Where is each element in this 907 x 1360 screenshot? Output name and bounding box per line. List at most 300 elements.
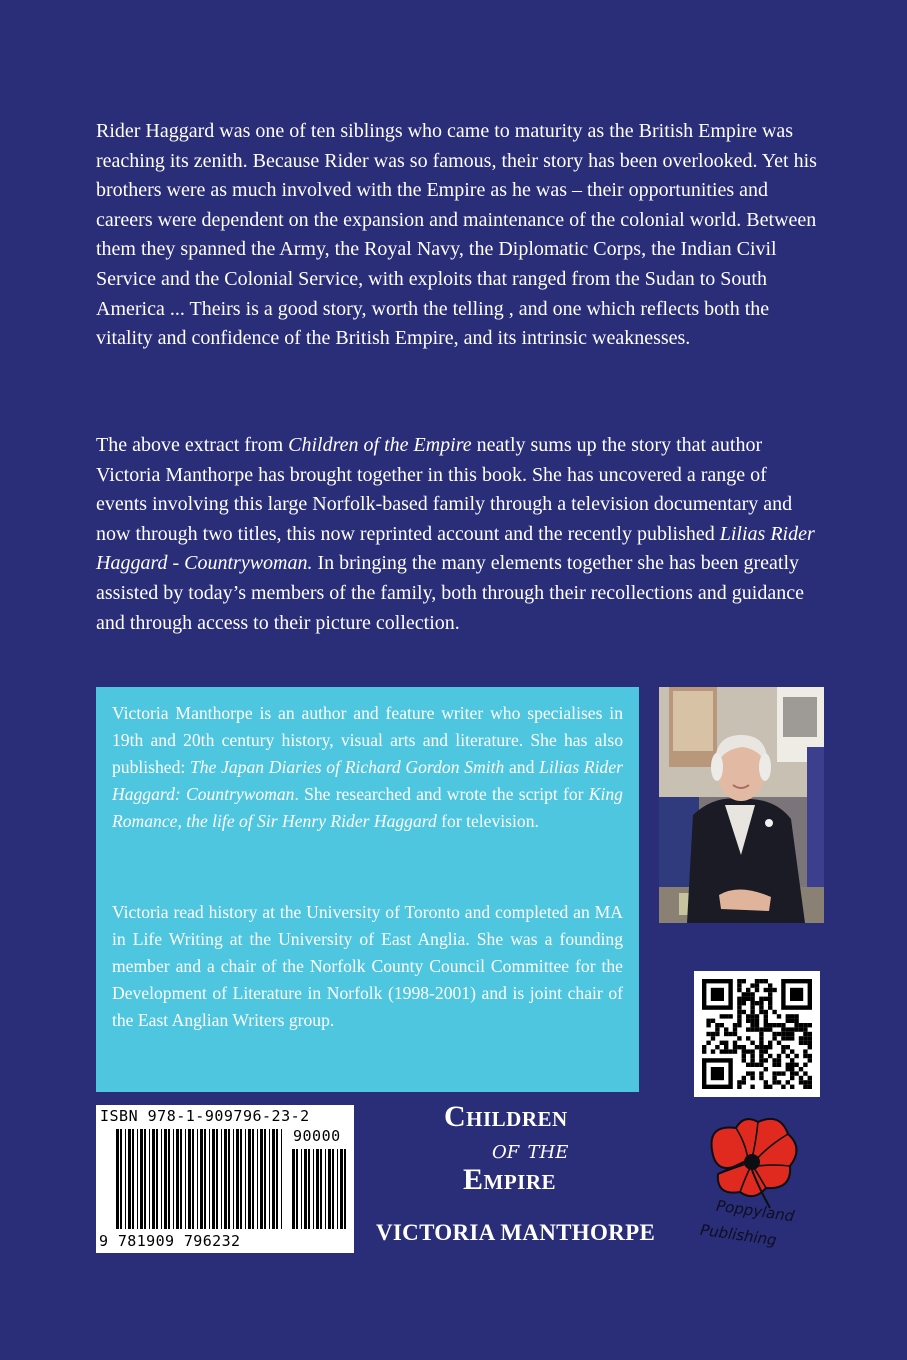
qr-module: [790, 1067, 794, 1071]
qr-module: [790, 1049, 794, 1053]
qr-module: [733, 1027, 737, 1031]
qr-module: [737, 1001, 741, 1005]
qr-module: [790, 1071, 794, 1075]
price-bars: [292, 1149, 350, 1231]
qr-module: [750, 1001, 754, 1005]
qr-module: [786, 1036, 790, 1040]
qr-module: [711, 1019, 715, 1023]
barcode-bar: [337, 1149, 338, 1229]
qr-module: [790, 1085, 794, 1089]
qr-module: [733, 1049, 737, 1053]
blurb-paragraph-1: Rider Haggard was one of ten siblings who came to maturity as the British Empire was reaching its zenith. Because Rider was so famous, their story has been overlooked. Yet his brothers were as much involved with the Empire as he was – their opportunities and careers were dependent on the expansion and maintenance of the colonial world. Between them they spanned the Army, the Royal Navy, the Diplomatic Corps, the Indian Civil Service and the Colonial Service, with exploits that ranged from the Sudan to South America ... Theirs is a good story, worth the telling , and one which reflects both the vitality and confidence of the British Empire, and its intrinsic weaknesses.: [96, 120, 817, 350]
qr-module: [759, 1010, 763, 1014]
qr-module: [772, 1063, 776, 1067]
qr-module: [799, 1076, 803, 1080]
isbn-barcode: [96, 1105, 354, 1253]
qr-module: [706, 1032, 710, 1036]
qr-module: [794, 1063, 798, 1067]
barcode-bar: [292, 1149, 295, 1229]
qr-module: [794, 1054, 798, 1058]
qr-module: [768, 997, 772, 1001]
qr-module: [777, 1058, 781, 1062]
barcode-bar: [212, 1129, 215, 1229]
qr-module: [772, 1071, 776, 1075]
qr-module: [777, 1032, 781, 1036]
qr-module: [750, 1085, 754, 1089]
qr-module: [724, 1027, 728, 1031]
qr-module: [777, 1041, 781, 1045]
barcode-bar: [176, 1129, 179, 1229]
author-bio-box: [96, 687, 639, 1092]
qr-finder: [790, 988, 803, 1001]
bio-b1-part-c: . She researched and wrote the script for: [294, 784, 589, 804]
barcode-bar: [313, 1149, 314, 1229]
qr-module: [764, 1027, 768, 1031]
qr-module: [759, 979, 763, 983]
barcode-bar: [137, 1129, 138, 1229]
qr-module: [755, 1027, 759, 1031]
book-title-line-1: Children: [444, 1100, 568, 1133]
qr-module: [737, 1010, 741, 1014]
qr-module: [777, 1014, 781, 1018]
qr-module: [724, 1045, 728, 1049]
qr-module: [808, 1041, 812, 1045]
qr-module: [777, 1063, 781, 1067]
barcode-bar: [128, 1129, 131, 1229]
barcode-bar: [260, 1129, 263, 1229]
qr-module: [720, 1041, 724, 1045]
qr-module: [803, 1049, 807, 1053]
qr-module: [737, 1019, 741, 1023]
qr-module: [746, 1027, 750, 1031]
qr-module: [759, 1058, 763, 1062]
qr-module: [764, 1085, 768, 1089]
qr-module: [803, 1080, 807, 1084]
qr-module: [733, 1023, 737, 1027]
qr-module: [755, 1063, 759, 1067]
qr-module: [759, 1027, 763, 1031]
qr-module: [768, 988, 772, 992]
qr-module: [764, 1010, 768, 1014]
barcode-bar: [245, 1129, 246, 1229]
qr-module: [746, 1071, 750, 1075]
barcode-bar: [161, 1129, 162, 1229]
qr-code: [694, 971, 820, 1097]
qr-module: [790, 1036, 794, 1040]
qr-module: [750, 1023, 754, 1027]
qr-module: [724, 1049, 728, 1053]
qr-module: [750, 1010, 754, 1014]
qr-module: [750, 997, 754, 1001]
qr-module: [786, 1054, 790, 1058]
qr-module: [772, 1036, 776, 1040]
qr-module: [764, 1080, 768, 1084]
qr-module: [768, 1027, 772, 1031]
barcode-bar: [296, 1149, 298, 1229]
qr-module: [808, 1032, 812, 1036]
barcode-bar: [180, 1129, 182, 1229]
poppy-icon: [696, 1110, 806, 1210]
blurb-p2-part-c: In bringing the many elements together she has been greatly assisted by today’s members of the family, both through their recollections and guidance and through access to their picture collection.: [96, 552, 804, 634]
qr-module: [768, 1005, 772, 1009]
author-name: VICTORIA MANTHORPE: [376, 1220, 656, 1245]
bio-paragraph-1: [112, 700, 623, 835]
barcode-bar: [308, 1149, 310, 1229]
bio-b1-part-b: and: [504, 757, 540, 777]
qr-module: [799, 1041, 803, 1045]
qr-module: [750, 1041, 754, 1045]
qr-module: [768, 983, 772, 987]
qr-module: [794, 1027, 798, 1031]
qr-module: [768, 1045, 772, 1049]
qr-module: [759, 1076, 763, 1080]
qr-module: [764, 1058, 768, 1062]
qr-module: [750, 992, 754, 996]
blurb-p2-second-title: Lilias Rider Haggard - Countrywoman.: [96, 522, 815, 575]
qr-module: [755, 1023, 759, 1027]
barcode-bar: [197, 1129, 198, 1229]
barcode-bar: [344, 1149, 346, 1229]
qr-module: [803, 1036, 807, 1040]
qr-module: [733, 1045, 737, 1049]
barcode-bar: [149, 1129, 150, 1229]
qr-module: [715, 1032, 719, 1036]
qr-module: [728, 1032, 732, 1036]
barcode-bar: [164, 1129, 167, 1229]
qr-module: [746, 1063, 750, 1067]
ean-digits: 9 781909 796232: [99, 1232, 241, 1250]
barcode-bar: [228, 1129, 230, 1229]
ean-bars: [116, 1129, 286, 1233]
qr-module: [724, 1014, 728, 1018]
barcode-bar: [144, 1129, 146, 1229]
qr-module: [799, 1027, 803, 1031]
barcode-bar: [257, 1129, 258, 1229]
qr-module: [772, 1058, 776, 1062]
qr-module: [737, 1045, 741, 1049]
qr-module: [772, 988, 776, 992]
qr-module: [794, 1071, 798, 1075]
qr-module: [733, 1041, 737, 1045]
qr-code-image: [694, 971, 820, 1097]
publisher-logo-line-1: Poppyland: [715, 1196, 796, 1226]
barcode-bar: [132, 1129, 134, 1229]
qr-module: [772, 1076, 776, 1080]
qr-module: [781, 1049, 785, 1053]
qr-module: [742, 1045, 746, 1049]
qr-module: [764, 1049, 768, 1053]
qr-module: [808, 1058, 812, 1062]
qr-module: [759, 1032, 763, 1036]
qr-module: [808, 1023, 812, 1027]
qr-module: [781, 1027, 785, 1031]
qr-module: [808, 1054, 812, 1058]
qr-module: [750, 1019, 754, 1023]
barcode-bar: [204, 1129, 206, 1229]
qr-module: [790, 1058, 794, 1062]
barcode-bar: [281, 1129, 282, 1229]
qr-module: [764, 1023, 768, 1027]
qr-module: [750, 1063, 754, 1067]
price-code-text: 90000: [293, 1127, 341, 1145]
qr-module: [764, 1019, 768, 1023]
qr-module: [746, 997, 750, 1001]
qr-module: [803, 1054, 807, 1058]
barcode-bar: [304, 1149, 307, 1229]
bio-title-lilias: Lilias Rider Haggard: Countrywoman: [112, 757, 623, 804]
qr-module: [786, 1014, 790, 1018]
qr-finder: [711, 1067, 724, 1080]
qr-module: [764, 1014, 768, 1018]
qr-module: [720, 1049, 724, 1053]
qr-module: [746, 1014, 750, 1018]
qr-module: [808, 1076, 812, 1080]
qr-module: [706, 1019, 710, 1023]
blurb-p2-book-title: Children of the Empire: [288, 434, 472, 456]
qr-module: [790, 1063, 794, 1067]
qr-module: [711, 1032, 715, 1036]
qr-module: [755, 1001, 759, 1005]
qr-module: [803, 1085, 807, 1089]
qr-module: [702, 1049, 706, 1053]
qr-finder: [711, 988, 724, 1001]
qr-module: [794, 1014, 798, 1018]
qr-module: [746, 1019, 750, 1023]
qr-module: [803, 1027, 807, 1031]
qr-module: [759, 1054, 763, 1058]
qr-module: [737, 997, 741, 1001]
qr-module: [742, 997, 746, 1001]
bio-b1-part-a: Victoria Manthorpe is an author and feature writer who specialises in 19th and 20th century history, visual arts and literature. She has also published:: [112, 703, 623, 777]
book-title-line-3: Empire: [463, 1163, 557, 1196]
qr-module: [759, 1045, 763, 1049]
qr-module: [724, 1041, 728, 1045]
qr-module: [759, 1036, 763, 1040]
qr-module: [781, 1023, 785, 1027]
barcode-bar: [120, 1129, 122, 1229]
qr-module: [746, 992, 750, 996]
qr-module: [750, 1049, 754, 1053]
qr-module: [803, 1023, 807, 1027]
qr-module: [706, 1023, 710, 1027]
barcode-bar: [173, 1129, 174, 1229]
blurb-paragraph-2: [96, 431, 820, 638]
qr-module: [737, 1023, 741, 1027]
qr-module: [755, 1019, 759, 1023]
qr-module: [746, 1036, 750, 1040]
qr-module: [803, 1032, 807, 1036]
barcode-bar: [125, 1129, 126, 1229]
qr-module: [737, 1036, 741, 1040]
qr-module: [742, 1080, 746, 1084]
qr-module: [803, 1063, 807, 1067]
qr-module: [764, 997, 768, 1001]
qr-module: [772, 1023, 776, 1027]
qr-module: [794, 1023, 798, 1027]
qr-module: [728, 1014, 732, 1018]
barcode-bar: [264, 1129, 266, 1229]
qr-module: [750, 1054, 754, 1058]
qr-module: [711, 1036, 715, 1040]
barcode-bar: [325, 1149, 326, 1229]
qr-module: [715, 1045, 719, 1049]
barcode-bar: [216, 1129, 218, 1229]
qr-module: [808, 1045, 812, 1049]
qr-module: [759, 1041, 763, 1045]
isbn-text: ISBN 978-1-909796-23-2: [100, 1107, 310, 1125]
barcode-bar: [185, 1129, 186, 1229]
qr-module: [808, 1080, 812, 1084]
qr-module: [764, 1045, 768, 1049]
qr-module: [764, 1067, 768, 1071]
qr-module: [808, 1036, 812, 1040]
qr-module: [781, 1036, 785, 1040]
qr-module: [759, 1049, 763, 1053]
qr-module: [728, 1049, 732, 1053]
qr-module: [799, 1080, 803, 1084]
qr-module: [750, 1027, 754, 1031]
barcode-bar: [140, 1129, 143, 1229]
author-photo-image: [659, 687, 824, 923]
barcode-bar: [332, 1149, 334, 1229]
qr-module: [781, 1085, 785, 1089]
qr-module: [768, 1023, 772, 1027]
qr-module: [781, 1045, 785, 1049]
qr-module: [786, 1019, 790, 1023]
barcode-bar: [188, 1129, 191, 1229]
qr-module: [799, 1036, 803, 1040]
qr-module: [786, 1032, 790, 1036]
qr-module: [755, 1014, 759, 1018]
qr-module: [742, 1054, 746, 1058]
qr-module: [772, 1010, 776, 1014]
qr-module: [737, 1005, 741, 1009]
qr-module: [768, 1054, 772, 1058]
qr-module: [715, 1027, 719, 1031]
qr-module: [720, 1023, 724, 1027]
barcode-bar: [301, 1149, 302, 1229]
barcode-bar: [152, 1129, 155, 1229]
qr-module: [794, 1019, 798, 1023]
barcode-bar: [240, 1129, 242, 1229]
barcode-bar: [156, 1129, 158, 1229]
qr-module: [737, 1080, 741, 1084]
qr-module: [711, 1049, 715, 1053]
publisher-logo-line-2: Publishing: [699, 1220, 778, 1250]
barcode-bar: [248, 1129, 251, 1229]
bio-title-king-romance: King Romance, the life of Sir Henry Rider Haggard: [112, 784, 623, 831]
qr-module: [768, 1041, 772, 1045]
qr-module: [755, 983, 759, 987]
qr-module: [803, 1041, 807, 1045]
qr-module: [786, 1080, 790, 1084]
qr-module: [772, 1032, 776, 1036]
qr-module: [742, 1001, 746, 1005]
bio-title-japan-diaries: The Japan Diaries of Richard Gordon Smith: [190, 757, 505, 777]
qr-module: [742, 979, 746, 983]
book-title-line-2: of the: [492, 1135, 569, 1165]
qr-module: [759, 997, 763, 1001]
qr-module: [790, 1032, 794, 1036]
qr-module: [750, 1005, 754, 1009]
barcode-bar: [340, 1149, 343, 1229]
blurb-p2-part-a: The above extract from: [96, 434, 289, 456]
qr-module: [777, 1071, 781, 1075]
barcode-bar: [209, 1129, 210, 1229]
qr-module: [790, 1027, 794, 1031]
barcode-bar: [192, 1129, 194, 1229]
qr-module: [764, 979, 768, 983]
barcode-bar: [320, 1149, 322, 1229]
qr-module: [750, 1076, 754, 1080]
qr-module: [720, 1014, 724, 1018]
qr-module: [750, 983, 754, 987]
qr-module: [755, 979, 759, 983]
barcode-bar: [236, 1129, 239, 1229]
qr-module: [808, 1085, 812, 1089]
qr-module: [737, 988, 741, 992]
qr-module: [746, 988, 750, 992]
qr-module: [777, 1054, 781, 1058]
barcode-bar: [200, 1129, 203, 1229]
qr-module: [790, 1076, 794, 1080]
qr-module: [759, 1005, 763, 1009]
qr-module: [786, 1067, 790, 1071]
qr-module: [706, 1041, 710, 1045]
qr-module: [737, 1085, 741, 1089]
qr-module: [737, 1014, 741, 1018]
qr-module: [790, 1014, 794, 1018]
qr-module: [737, 979, 741, 983]
qr-module: [742, 1076, 746, 1080]
barcode-bar: [269, 1129, 270, 1229]
qr-module: [777, 1023, 781, 1027]
bio-paragraph-2: Victoria read history at the University of Toronto and completed an MA in Life Writing at the University of East Anglia. She was a founding member and a chair of the Norfolk County Council Committee for the Development of Literature in Norfolk (1998-2001) and is joint chair of the East Anglian Writers group.: [112, 902, 623, 1030]
qr-module: [742, 1049, 746, 1053]
qr-module: [742, 1058, 746, 1062]
qr-module: [702, 1045, 706, 1049]
qr-module: [724, 1032, 728, 1036]
qr-module: [750, 1014, 754, 1018]
barcode-bar: [221, 1129, 222, 1229]
qr-module: [781, 1032, 785, 1036]
qr-module: [799, 1067, 803, 1071]
qr-module: [768, 992, 772, 996]
qr-module: [750, 1058, 754, 1062]
author-photo: [659, 687, 824, 923]
barcode-bar: [252, 1129, 254, 1229]
qr-module: [799, 1023, 803, 1027]
qr-module: [755, 988, 759, 992]
qr-module: [786, 1027, 790, 1031]
qr-module: [746, 1049, 750, 1053]
barcode-bar: [224, 1129, 227, 1229]
blurb-p2-part-b: neatly sums up the story that author Victoria Manthorpe has brought together in this book. She has uncovered a range of events involving this large Norfolk-based family through a television documentary and now through two titles, this now reprinted account and the recently published: [96, 434, 793, 545]
qr-module: [786, 1045, 790, 1049]
qr-module: [759, 1001, 763, 1005]
qr-module: [781, 1071, 785, 1075]
barcode-bar: [328, 1149, 331, 1229]
barcode-bar: [316, 1149, 319, 1229]
qr-module: [786, 1063, 790, 1067]
qr-module: [755, 1045, 759, 1049]
qr-module: [768, 1085, 772, 1089]
qr-module: [759, 1063, 763, 1067]
bio-b1-part-d: for television.: [436, 811, 539, 831]
barcode-bar: [276, 1129, 278, 1229]
qr-module: [768, 1001, 772, 1005]
qr-module: [764, 988, 768, 992]
